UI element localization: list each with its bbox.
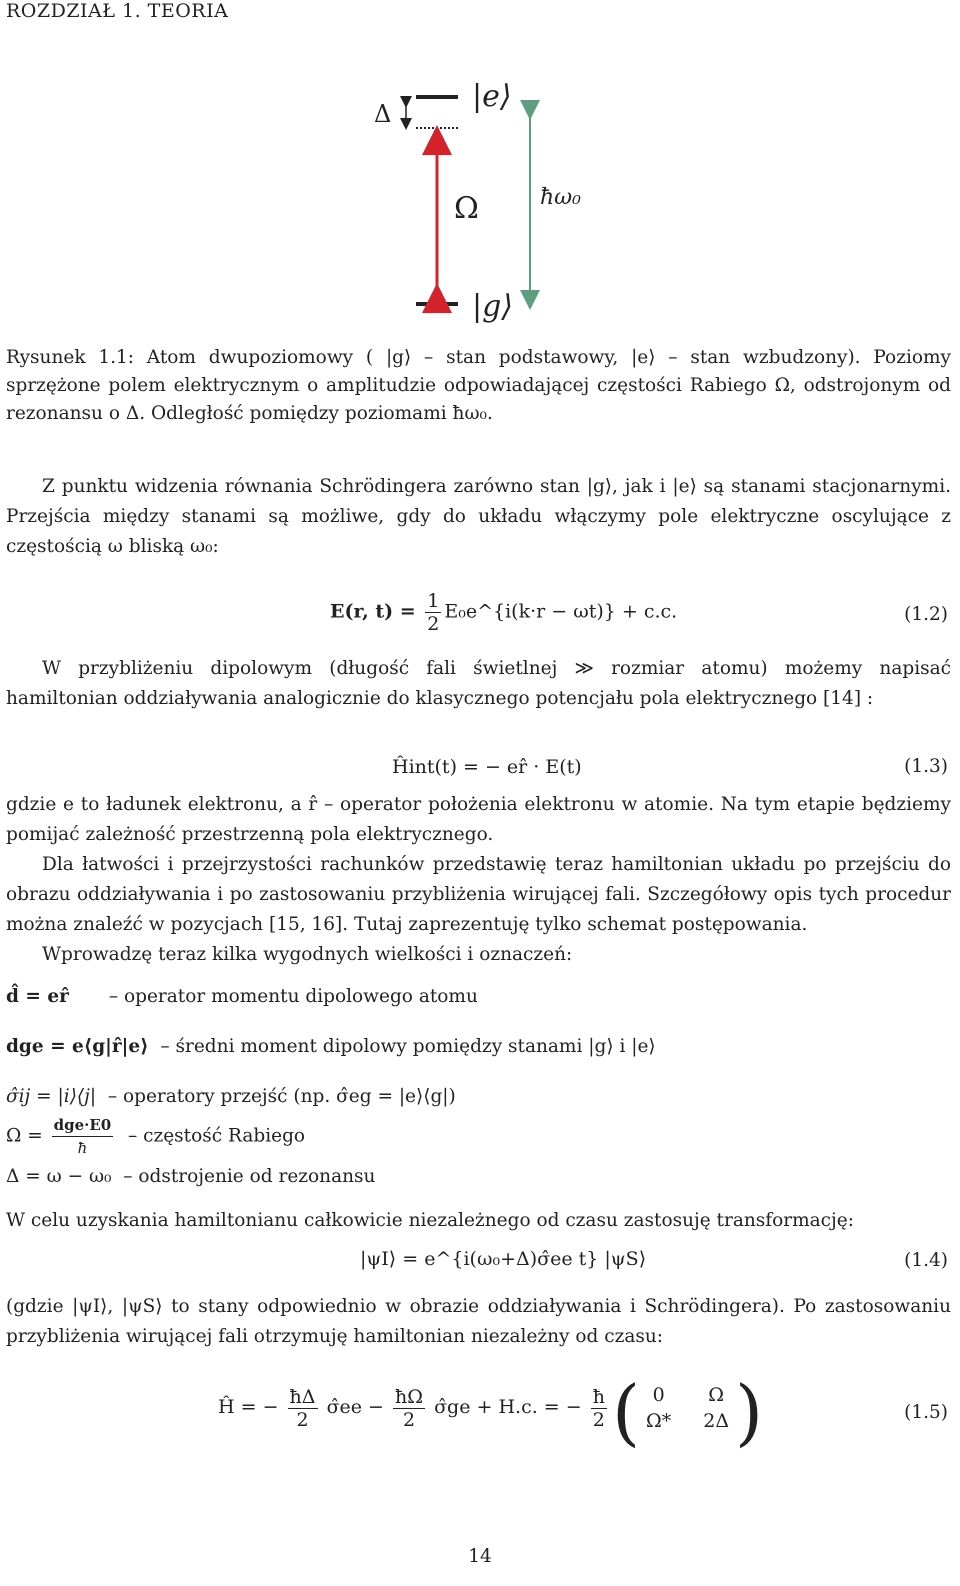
def-symbol: Δ = ω − ω₀ <box>6 1166 112 1187</box>
two-level-atom-figure <box>360 60 620 350</box>
delta-label: Δ <box>374 100 392 128</box>
def-symbol: σ̂ij = |i⟩⟨j| <box>6 1086 97 1107</box>
paragraph-5: Wprowadzę teraz kilka wygodnych wielkości i oznaczeń: <box>42 944 573 965</box>
def-description: – średni moment dipolowy pomiędzy stanami |g⟩ i |e⟩ <box>160 1036 656 1057</box>
eq15-frac2-num: ħΩ <box>395 1385 424 1408</box>
eq15-lhs: Ĥ = − <box>218 1396 279 1418</box>
def-symbol: dge = e⟨g|r̂|e⟩ <box>6 1036 149 1057</box>
eq12-lhs: E(r, t) = <box>330 600 423 623</box>
equation-number-1-4: (1.4) <box>904 1250 948 1271</box>
def-symbol: Ω = <box>6 1125 49 1147</box>
matrix-table <box>630 1382 745 1434</box>
figure-caption: Rysunek 1.1: Atom dwupoziomowy ( |g⟩ – stan podstawowy, |e⟩ – stan wzbudzony). Poziomy sprzężone polem elektrycznym o amplitudzie odpowiadającej częstości Rabiego Ω, odstrojonym od rezonansu o Δ. Odległość pomiędzy poziomami ħω₀. <box>6 347 951 424</box>
equation-number-1-3: (1.3) <box>904 756 948 777</box>
matrix-cell: Ω* <box>646 1410 672 1432</box>
eq15-frac3-den: 2 <box>592 1408 605 1431</box>
page-number: 14 <box>468 1546 492 1567</box>
definition-mean-dipole <box>6 1036 656 1057</box>
def-description: – częstość Rabiego <box>128 1125 306 1147</box>
matrix-left-bracket: ( <box>612 1370 641 1454</box>
equation-1-4: |ψI⟩ = e^{i(ω₀+Δ)σ̂ee t} |ψS⟩ <box>360 1248 647 1270</box>
matrix-cell: Ω <box>708 1384 725 1406</box>
hamiltonian-matrix <box>612 1370 764 1454</box>
equation-number-1-5: (1.5) <box>904 1402 948 1423</box>
eq15-frac2 <box>393 1386 425 1431</box>
definition-detuning <box>6 1166 375 1187</box>
eq12-num: 1 <box>427 590 440 612</box>
matrix-cell: 2Δ <box>703 1410 730 1432</box>
paragraph-2: W przybliżeniu dipolowym (długość fali świetlnej ≫ rozmiar atomu) możemy napisać hamiltonian oddziaływania analogicznie do klasycznego potencjału pola elektrycznego [14] : <box>6 658 951 709</box>
rabi-fraction <box>52 1114 114 1159</box>
omega-label: Ω <box>454 191 479 226</box>
eq12-fraction <box>425 590 441 635</box>
paragraph-3: gdzie e to ładunek elektronu, a r̂ – operator położenia elektronu w atomie. Na tym etapie będziemy pomijać zależność przestrzenną pola elektrycznego. <box>6 794 951 845</box>
definition-rabi-frequency <box>6 1114 305 1159</box>
equation-number-1-2: (1.2) <box>904 604 948 625</box>
eq15-term2: σ̂ge + H.c. = − <box>434 1396 582 1418</box>
eq15-term1: σ̂ee − <box>326 1396 384 1418</box>
def-description: – operatory przejść (np. σ̂eg = |e⟩⟨g|) <box>107 1086 456 1107</box>
hbar-omega-label: ħω₀ <box>540 185 581 210</box>
paragraph-6: W celu uzyskania hamiltonianu całkowicie niezależnego od czasu zastosuję transformację: <box>6 1210 854 1231</box>
matrix-cell: 0 <box>652 1384 665 1406</box>
eq15-frac1 <box>288 1386 318 1431</box>
matrix-right-bracket: ) <box>735 1370 764 1454</box>
def-symbol: d̂ = er̂ <box>6 986 69 1007</box>
paragraph-7: (gdzie |ψI⟩, |ψS⟩ to stany odpowiednio w obrazie oddziaływania i Schrödingera). Po zastosowaniu przybliżenia wirującej fali otrzymuję hamiltonian niezależny od czasu: <box>6 1296 951 1347</box>
chapter-header: ROZDZIAŁ 1. TEORIA <box>6 0 229 22</box>
eq12-rhs: E₀e^{i(k·r − ωt)} + c.c. <box>444 600 678 623</box>
eq15-frac3-num: ħ <box>592 1385 605 1408</box>
def-description: – odstrojenie od rezonansu <box>123 1166 376 1187</box>
eq12-den: 2 <box>427 613 440 635</box>
eq15-frac1-num: ħΔ <box>289 1385 316 1408</box>
rabi-den: ħ <box>77 1139 88 1157</box>
eq15-frac1-den: 2 <box>296 1408 309 1431</box>
equation-1-2 <box>330 590 677 635</box>
equation-1-5 <box>218 1370 764 1454</box>
def-description: – operator momentu dipolowego atomu <box>108 986 478 1007</box>
definition-transition-operators <box>6 1086 456 1107</box>
equation-1-3: Ĥint(t) = − er̂ · E(t) <box>392 756 582 778</box>
definition-dipole-operator <box>6 986 478 1007</box>
e-ket-label: |e⟩ <box>472 79 512 114</box>
eq15-frac2-den: 2 <box>402 1408 416 1431</box>
paragraph-1: Z punktu widzenia równania Schrödingera zarówno stan |g⟩, jak i |e⟩ są stanami stacjonarnymi. Przejścia między stanami są możliwe, gdy do układu włączymy pole elektryczne oscylujące z częstością ω bliską ω₀: <box>6 476 951 557</box>
g-ket-label: |g⟩ <box>472 289 514 324</box>
paragraph-4: Dla łatwości i przejrzystości rachunków przedstawię teraz hamiltonian układu po przejściu do obrazu oddziaływania i po zastosowaniu przybliżenia wirującej fali. Szczegółowy opis tych procedur można znaleźć w pozycjach [15, 16]. Tutaj zaprezentuję tylko schemat postępowania. <box>6 854 951 935</box>
eq15-frac3 <box>591 1386 607 1431</box>
rabi-num: dge·E0 <box>52 1114 114 1137</box>
